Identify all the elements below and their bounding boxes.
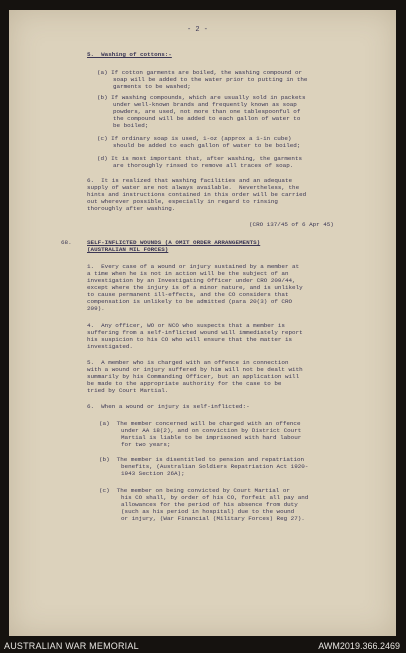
para-b-line: powders, are used, not more than one tablespoonful of [113, 108, 301, 115]
archive-reference: AWM2019.366.2469 [318, 641, 400, 651]
order-heading: SELF-INFLICTED WOUNDS (A OMIT ORDER ARRANGEMENTS) [87, 239, 261, 246]
para-4-line: his suspicion to his CO who will ensure that the matter is [87, 336, 293, 343]
para-c-line: (c) If ordinary soap is used, 1-oz (approx a 1-in cube) [97, 135, 292, 142]
para-a-line: (a) If cotton garments are boiled, the washing compound or [97, 69, 303, 76]
sub-c-line: or injury, (War Financial (Military Forces) Reg 27). [121, 515, 305, 522]
para-5-line: 5. A member who is charged with an offence in connection [87, 359, 289, 366]
sub-c-line: (such as his period in hospital) due to the wound [121, 508, 295, 515]
sub-c-line: allowances for the period of his absence from duty [121, 501, 298, 508]
archive-name: AUSTRALIAN WAR MEMORIAL [4, 641, 139, 651]
para-1-line: 209). [87, 305, 105, 312]
para-d-line: (d) It is most important that, after washing, the garments [97, 155, 303, 162]
para-6-line: supply of water are not always available. Nevertheless, the [87, 184, 300, 191]
page-number: - 2 - [187, 26, 209, 34]
para-4-line: 4. Any officer, WO or NCO who suspects that a member is [87, 322, 285, 329]
para-5-line: be made to the appropriate authority for the case to be [87, 380, 282, 387]
order-reference: (CRO 137/45 of 6 Apr 45) [249, 221, 334, 228]
para-4-line: investigated. [87, 343, 133, 350]
para-c-line: should be added to each gallon of water to be boiled; [113, 142, 301, 149]
archive-footer [0, 637, 406, 653]
sub-a-line: under AA 18(2), and on conviction by District Court [121, 427, 302, 434]
para-5-line: summarily by his Commanding Officer, but an application will [87, 373, 300, 380]
sub-b-line: (b) The member is disentitled to pension and repatriation [99, 456, 305, 463]
document-text [9, 10, 396, 636]
sub-b-line: benefits, (Australian Soldiers Repatriation Act 1920- [121, 463, 309, 470]
para-b-line: the compound will be added to each gallon of water to [113, 115, 301, 122]
para-a-line: soap will be added to the water prior to putting in the [113, 76, 308, 83]
para-d-line: are thoroughly rinsed to remove all traces of soap. [113, 162, 294, 169]
para-b-line: be boiled; [113, 122, 149, 129]
para-6-line: 6. It is realized that washing facilities and an adequate [87, 177, 293, 184]
para-1-line: except where the injury is of a minor nature, and is unlikely [87, 284, 303, 291]
para-b-line: under well-known brands and frequently known as soap [113, 101, 297, 108]
order-subheading: (AUSTRALIAN MIL FORCES) [87, 246, 169, 253]
para-6-line: thoroughly after washing. [87, 205, 176, 212]
para-1-line: a time when he is not in action will be the subject of an [87, 270, 289, 277]
para-5-line: tried by Court Martial. [87, 387, 169, 394]
sub-a-line: Martial is liable to be imprisoned with hard labour [121, 434, 302, 441]
para-1-line: compensation is unlikely to be admitted (para 20(3) of CRO [87, 298, 293, 305]
para-1-line: to cause permanent ill-effects, and the CO considers that [87, 291, 289, 298]
para-a-line: garments to be washed; [113, 83, 191, 90]
para-b-line: (b) If washing compounds, which are usually sold in packets [97, 94, 306, 101]
sub-b-line: 1943 Section 26A); [121, 470, 185, 477]
para-6-line: out wherever possible, especially in regard to rinsing [87, 198, 278, 205]
sub-c-line: (c) The member on being convicted by Court Martial or [99, 487, 290, 494]
washing-heading: 5. Washing of cottons:- [87, 51, 172, 58]
sub-a-line: (a) The member concerned will be charged with an offence [99, 420, 301, 427]
para-1-line: 1. Every case of a wound or injury sustained by a member at [87, 263, 300, 270]
para-5-line: with a wound or injury suffered by him will not be dealt with [87, 366, 303, 373]
para-1-line: investigation by an Investigating Officer under CRO 209/44, [87, 277, 296, 284]
sub-a-line: for two years; [121, 441, 171, 448]
para-4-line: suffering from a self-inflicted wound will immediately report [87, 329, 303, 336]
para-6-intro: 6. When a wound or injury is self-inflicted:- [87, 403, 250, 410]
document-page [9, 10, 396, 636]
sub-c-line: his CO shall, by order of his CO, forfeit all pay and [121, 494, 309, 501]
order-number: 68. [61, 239, 72, 246]
para-6-line: hints and instructions contained in this order will be carried [87, 191, 307, 198]
